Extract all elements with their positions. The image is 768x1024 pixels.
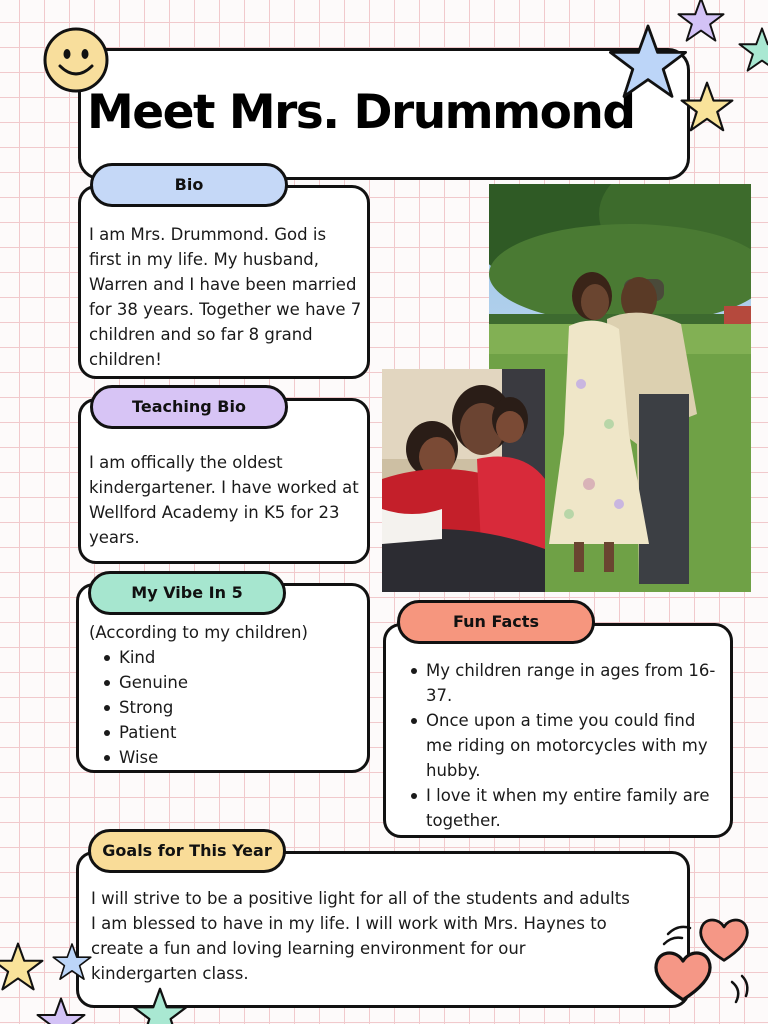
list-item: Patient [119, 720, 339, 745]
vibe-intro: (According to my children) [89, 623, 308, 642]
fun-facts-box [383, 623, 733, 838]
list-item: Strong [119, 695, 339, 720]
bio-text: I am Mrs. Drummond. God is first in my life. My husband, Warren and I have been married for 38 years. Together we have 7 children and so far 8 grand children! [89, 225, 362, 369]
goals-label: Goals for This Year [88, 829, 286, 873]
goals-box [76, 851, 690, 1008]
title-box [78, 48, 690, 180]
smiley-face-icon [42, 26, 110, 94]
goals-text: I will strive to be a positive light for all of the students and adults I am blessed to have in my life. I will work with Mrs. Haynes to create a fun and loving learning environment for our kindergarten class. [91, 889, 630, 983]
star-icon [0, 940, 44, 994]
teaching-bio-text: I am offically the oldest kindergartener. I have worked at Wellford Academy in K5 for 23 years. [89, 453, 359, 547]
star-icon [676, 0, 726, 44]
bio-box [78, 185, 370, 379]
list-item: Kind [119, 645, 339, 670]
fun-facts-list [426, 658, 726, 833]
star-icon [738, 24, 768, 76]
star-icon [680, 80, 734, 134]
page-title: Meet Mrs. Drummond [87, 85, 635, 140]
grandchildren-photo [382, 369, 545, 592]
list-item: I love it when my entire family are together. [426, 783, 726, 833]
teaching-bio-label: Teaching Bio [90, 385, 288, 429]
list-item: Once upon a time you could find me riding on motorcycles with my hubby. [426, 708, 726, 783]
list-item: Genuine [119, 670, 339, 695]
star-icon [132, 986, 188, 1024]
vibe-label: My Vibe In 5 [88, 571, 286, 615]
list-item: Wise [119, 745, 339, 770]
fun-facts-label: Fun Facts [397, 600, 595, 644]
star-icon [52, 934, 92, 990]
bio-label: Bio [90, 163, 288, 207]
vibe-list [119, 645, 339, 770]
motion-lines-icon [662, 920, 752, 1010]
list-item: My children range in ages from 16-37. [426, 658, 726, 708]
star-icon [36, 996, 86, 1024]
